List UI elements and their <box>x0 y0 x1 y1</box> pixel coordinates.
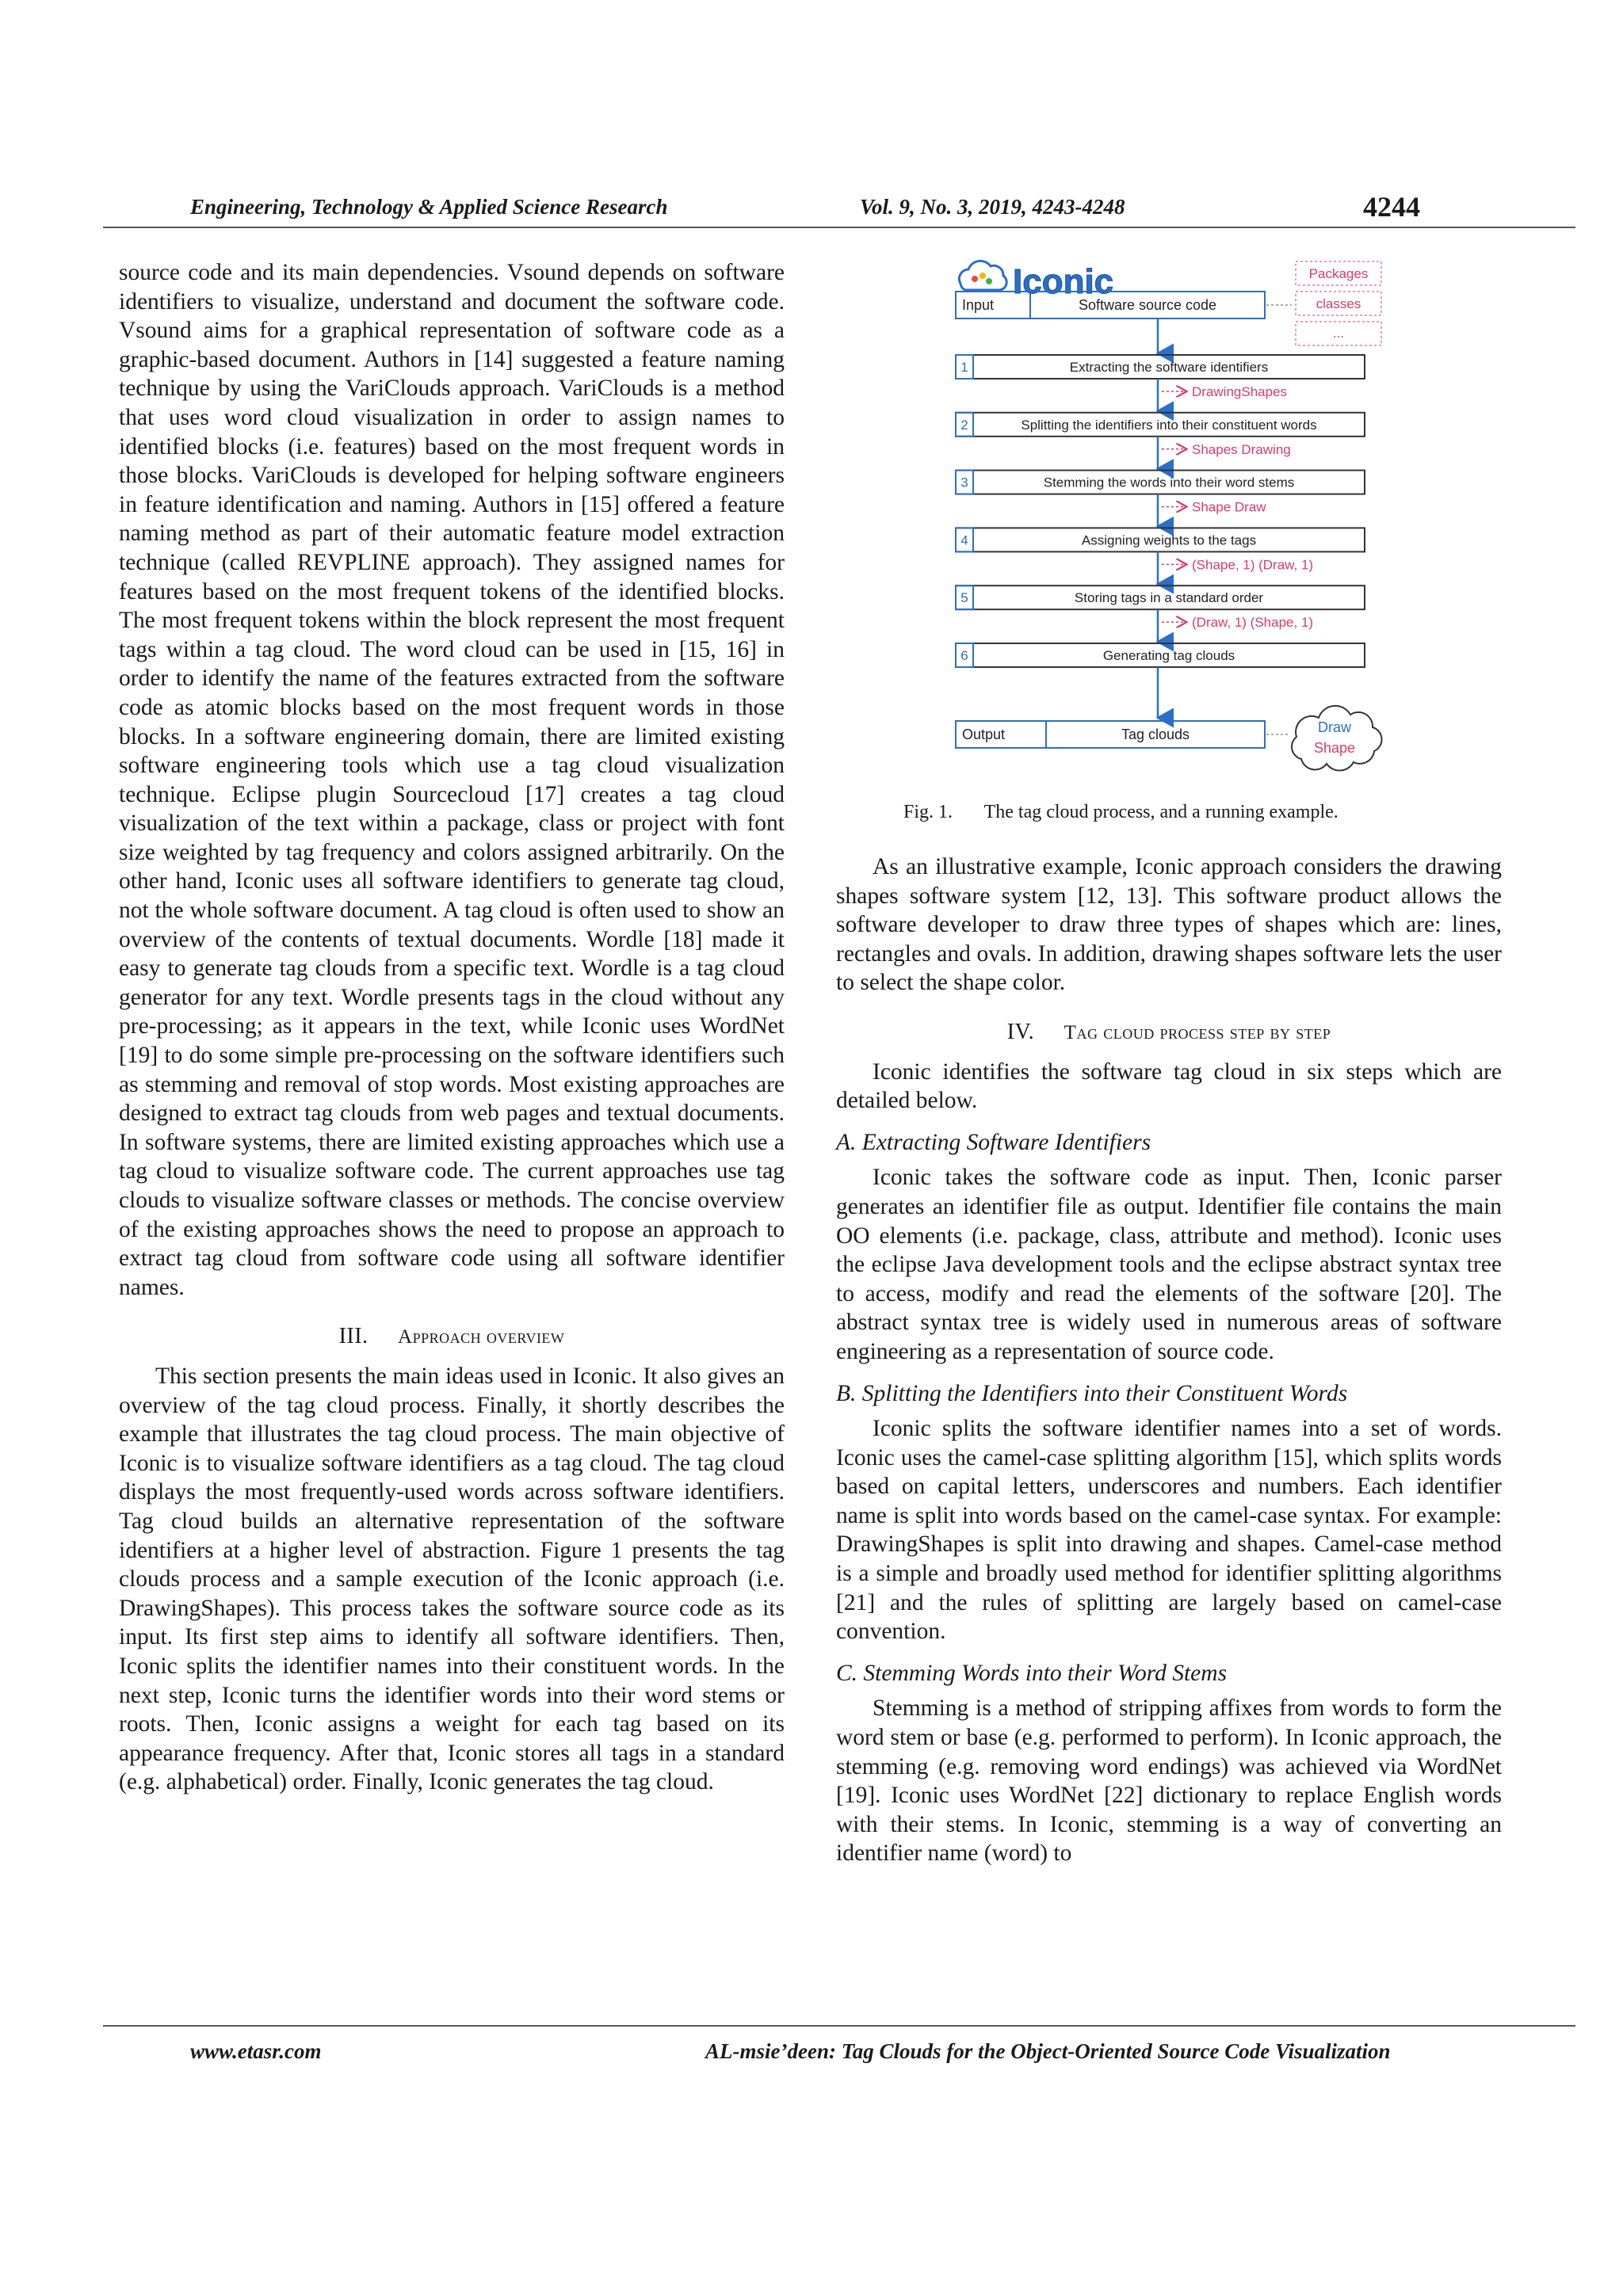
input-value: Software source code <box>1078 297 1217 313</box>
figure-caption-text: The tag cloud process, and a running example. <box>983 802 1338 822</box>
subsection-c-heading: C. Stemming Words into their Word Stems <box>836 1660 1228 1686</box>
figure-caption <box>903 802 1338 823</box>
iconic-logo <box>959 261 1113 301</box>
figure-caption-number: Fig. 1. <box>903 802 953 822</box>
footer-rule <box>103 2025 1575 2027</box>
process-steps <box>956 355 1365 718</box>
page-number: 4244 <box>1363 191 1420 223</box>
right-paragraph-1: As an illustrative example, Iconic approach considers the drawing shapes software system [12, 13]. This software product allows the software developer to draw three types of shapes which are: lines, rectangles and ovals. In addition, drawing shapes software lets the user to select the shape color. <box>836 854 1502 996</box>
step-number: 5 <box>960 590 968 606</box>
volume-info: Vol. 9, No. 3, 2019, 4243-4248 <box>860 195 1125 219</box>
side-item-more: ... <box>1332 326 1345 341</box>
side-items <box>1296 261 1381 345</box>
left-paragraph-2: This section presents the main ideas used in Iconic. It also gives an overview of the tag cloud process. Finally, it shortly describes the example that illustrates the tag cloud process. The main objective of Iconic is to visualize software identifiers as a tag cloud. The tag cloud displays the most frequently-used words across software identifiers. Tag cloud builds an alternative representation of the software identifiers at a higher level of abstraction. Figure 1 presents the tag clouds process and a sample execution of the Iconic approach (i.e. DrawingShapes). This process takes the software source code as its input. Its first step aims to identify all software identifiers. Then, Iconic splits the identifier names into their constituent words. In the next step, Iconic turns the identifier words into their word stems or roots. Then, Iconic assigns a weight for each tag based on its appearance frequency. After that, Iconic stores all tags in a standard (e.g. alphabetical) order. Finally, Iconic generates the tag cloud. <box>119 1363 785 1795</box>
input-label: Input <box>962 297 995 313</box>
journal-title: Engineering, Technology & Applied Science Research <box>190 195 668 219</box>
subsection-a-heading: A. Extracting Software Identifiers <box>836 1129 1151 1155</box>
section-3-heading <box>119 1322 785 1352</box>
step-number: 1 <box>960 360 968 375</box>
step-example: (Draw, 1) (Shape, 1) <box>1192 615 1314 631</box>
cloud-word-draw: Draw <box>1317 719 1352 735</box>
step-number: 3 <box>960 475 968 490</box>
step-example: DrawingShapes <box>1192 384 1288 399</box>
footer-website: www.etasr.com <box>190 2039 322 2063</box>
subsection-c-paragraph: Stemming is a method of stripping affixes from words to form the word stem or base (e.g. performed to perform). In Iconic approach, the stemming (e.g. removing word endings) was achieved via WordNet [19]. Iconic uses WordNet [22] dictionary to replace English words with their stems. In Iconic, stemming is a way of converting an identifier name (word) to <box>836 1695 1502 1867</box>
output-tag-cloud <box>1292 706 1382 771</box>
step-label: Generating tag clouds <box>1102 648 1235 663</box>
section-3-number: III. <box>338 1324 369 1349</box>
subsection-b-heading: B. Splitting the Identifiers into their Constituent Words <box>836 1380 1348 1406</box>
section-4-heading <box>836 1018 1502 1048</box>
footer-citation: AL-msie’deen: Tag Clouds for the Object-Oriented Source Code Visualization <box>705 2039 1391 2063</box>
step-label: Splitting the identifiers into their constituent words <box>1021 417 1317 433</box>
output-row <box>956 721 1290 748</box>
cloud-icon <box>1292 706 1382 771</box>
step-example: (Shape, 1) (Draw, 1) <box>1192 557 1314 573</box>
subsection-a-paragraph: Iconic takes the software code as input. Then, Iconic parser generates an identifier file as output. Identifier file contains the main OO elements (i.e. package, class, attribute and method). Iconic uses the eclipse Java development tools and the eclipse abstract syntax tree to access, modify and read the elements of the software [20]. The abstract syntax tree is widely used in numerous areas of software engineering as a representation of source code. <box>836 1165 1502 1364</box>
process-step <box>956 528 1365 584</box>
section-4-title: Tag cloud process step by step <box>1064 1021 1331 1043</box>
process-step <box>956 471 1365 527</box>
step-label: Extracting the software identifiers <box>1069 360 1269 375</box>
step-number: 4 <box>960 532 968 548</box>
step-label: Assigning weights to the tags <box>1081 532 1257 548</box>
step-example: Shape Draw <box>1192 499 1266 515</box>
output-label: Output <box>962 727 1006 742</box>
right-paragraph-2: Iconic identifies the software tag cloud in six steps which are detailed below. <box>836 1058 1502 1114</box>
process-step <box>956 585 1365 642</box>
logo-text: Iconic <box>1013 262 1114 301</box>
section-3-title: Approach overview <box>398 1326 565 1348</box>
step-label: Stemming the words into their word stems <box>1043 475 1295 490</box>
right-column <box>836 852 1502 1868</box>
header-rule <box>103 227 1575 228</box>
cloud-word-shape: Shape <box>1313 740 1356 756</box>
section-4-number: IV. <box>1006 1019 1035 1044</box>
subsection-b-paragraph: Iconic splits the software identifier names into a set of words. Iconic uses the camel-case splitting algorithm [15], which splits words based on capital letters, underscores and numbers. Each identifier name is split into words based on the camel-case syntax. For example: DrawingShapes is split into drawing and shapes. Camel-case method is a simple and broadly used method for identifier splitting algorithms [21] and the rules of splitting are largely based on camel-case convention. <box>836 1416 1502 1645</box>
process-step <box>956 413 1365 469</box>
left-column <box>119 258 785 1797</box>
step-number: 2 <box>960 417 968 433</box>
output-value: Tag clouds <box>1121 727 1190 742</box>
side-item-packages: Packages <box>1308 266 1369 281</box>
step-number: 6 <box>960 648 968 663</box>
side-item-classes: classes <box>1316 296 1361 311</box>
step-label: Storing tags in a standard order <box>1074 590 1264 606</box>
process-step <box>956 643 1365 718</box>
tag-cloud-process-figure <box>943 252 1387 791</box>
input-row <box>956 292 1292 318</box>
step-example: Shapes Drawing <box>1192 441 1291 457</box>
process-step <box>956 355 1365 411</box>
left-paragraph-1: source code and its main dependencies. Vsound depends on software identifiers to visualize, understand and document the software code. Vsound aims for a graphical representation of software code as a graphic-based document. Authors in [14] suggested a feature naming technique by using the VariClouds approach. VariClouds is a method that uses word cloud visualization in order to assign names to identified blocks (i.e. features) based on the most frequent words in those blocks. VariClouds is developed for helping software engineers in feature identification and naming. Authors in [15] offered a feature naming method as part of their automatic feature model extraction technique (called REVPLINE approach). They assigned names for features based on the most frequent tokens of the identified blocks. The most frequent tokens within the block represent the most frequent tags within a tag cloud. The word cloud can be used in [15, 16] in order to identify the name of the features extracted from the software code as atomic blocks based on the most frequent words in those blocks. In a software engineering domain, there are limited existing software engineering tools which use a tag cloud visualization technique. Eclipse plugin Sourcecloud [17] creates a tag cloud visualization of the text within a package, class or project with font size weighted by tag frequency and colors assigned arbitrarily. On the other hand, Iconic uses all software identifiers to generate tag cloud, not the whole software document. A tag cloud is often used to show an overview of the contents of textual documents. Wordle [18] made it easy to generate tag clouds from a specific text. Wordle is a tag cloud generator for any text. Wordle presents tags in the cloud without any pre-processing; as it appears in the text, while Iconic uses WordNet [19] to do some simple pre-processing on the software identifiers such as stemming and removal of stop words. Most existing approaches are designed to extract tag clouds from web pages and textual documents. In software systems, there are limited existing approaches which use a tag cloud to visualize software code. The current approaches use tag clouds to visualize software classes or methods. The concise overview of the existing approaches shows the need to propose an approach to extract tag cloud from software code using all software identifier names. <box>119 260 785 1300</box>
